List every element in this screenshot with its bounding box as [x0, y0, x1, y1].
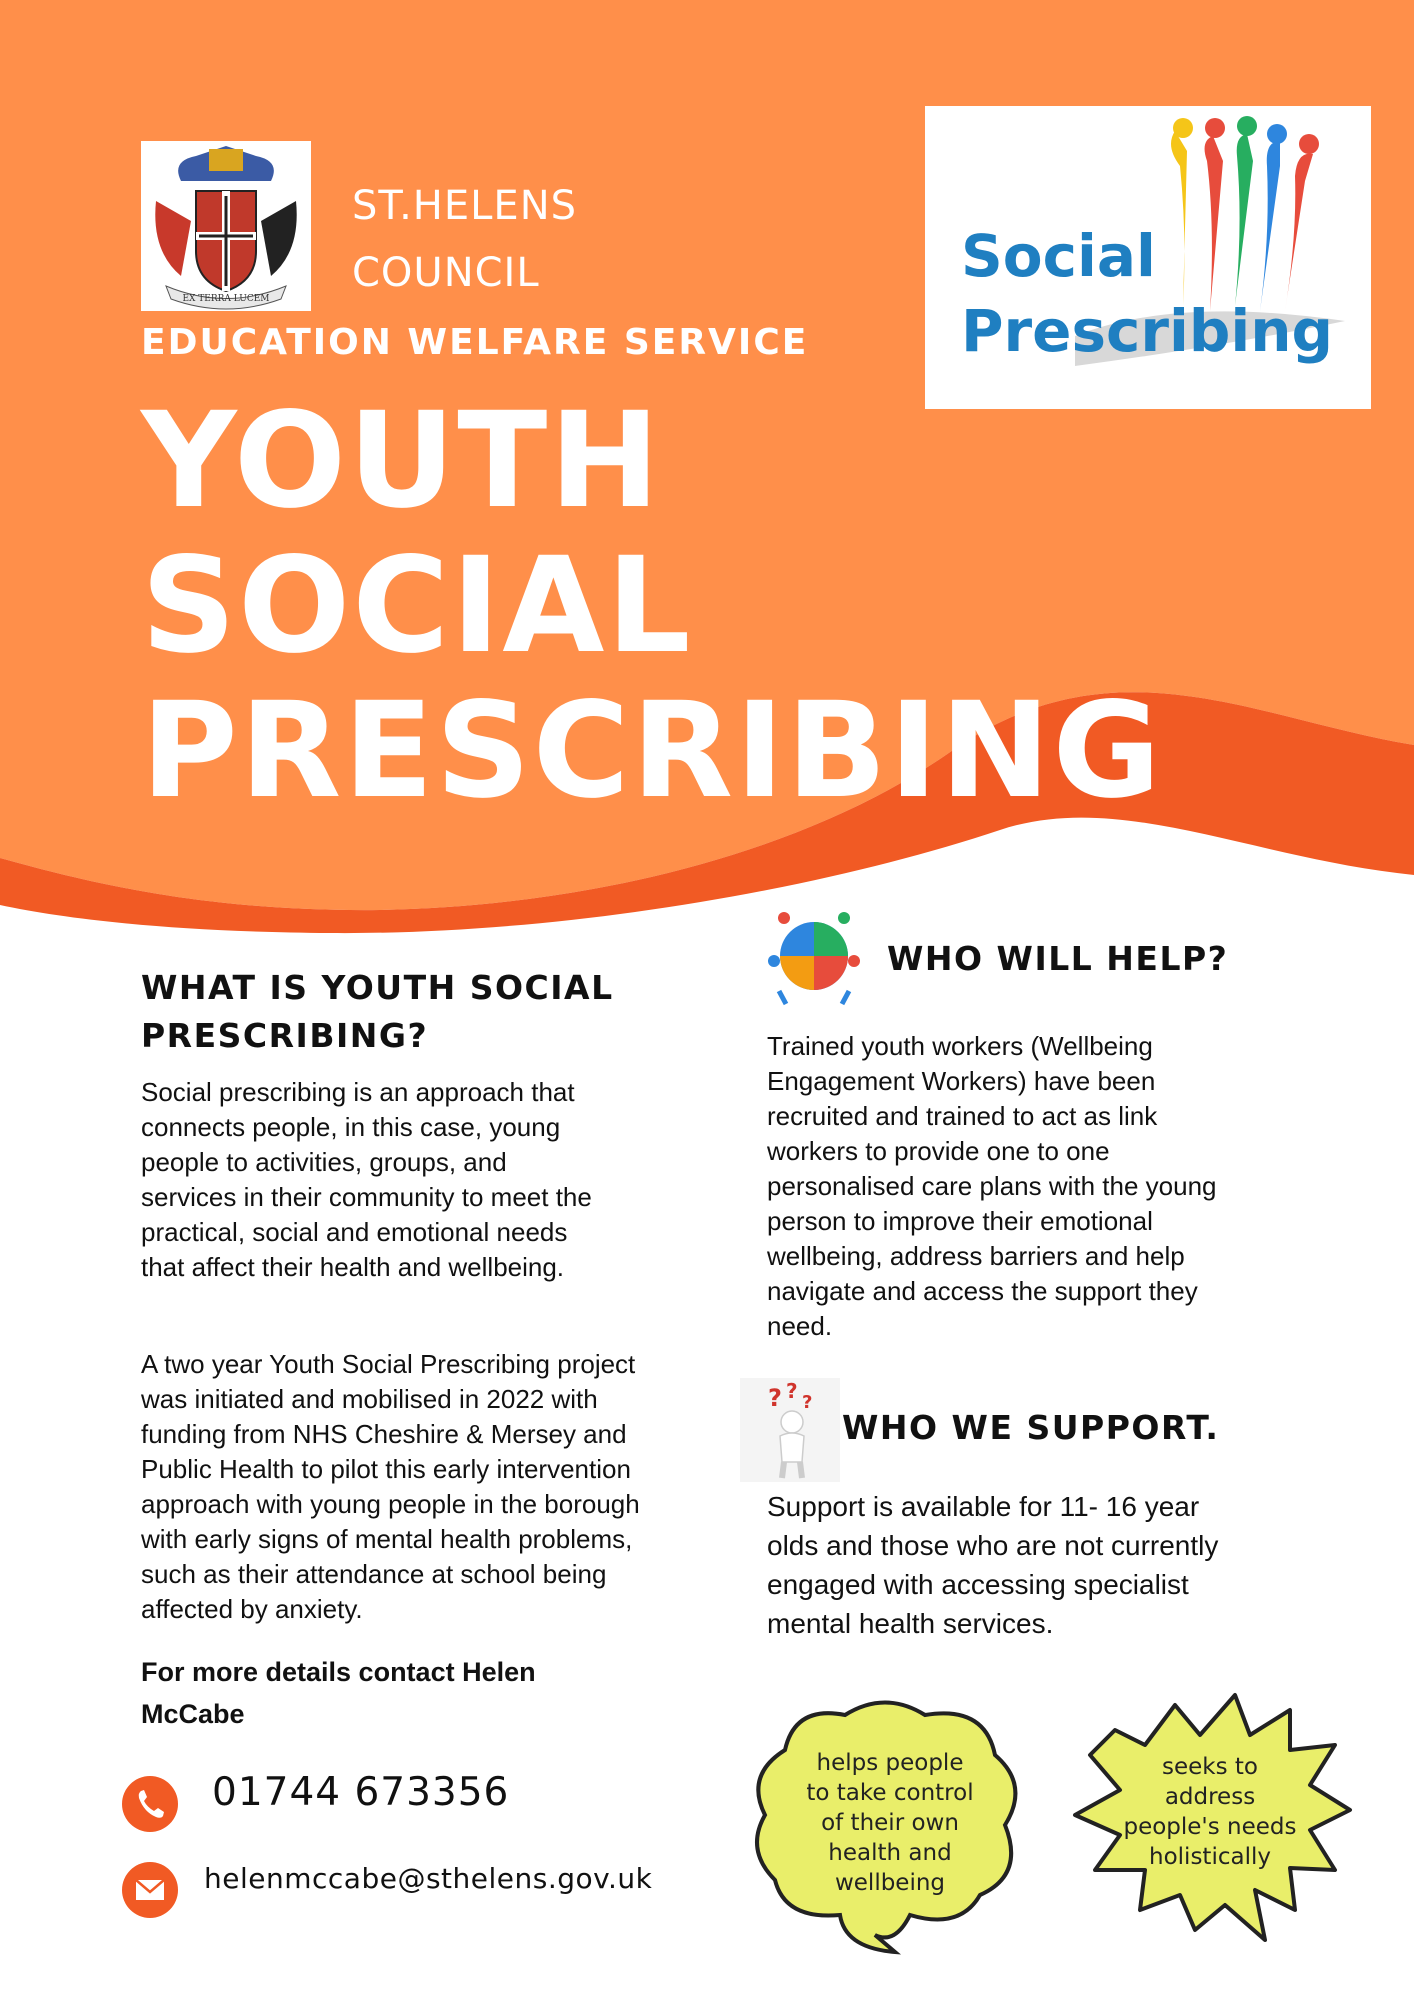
text-line: Social prescribing is an approach that — [141, 1077, 575, 1107]
email-address[interactable]: helenmccabe@sthelens.gov.uk — [204, 1862, 653, 1895]
text-line: navigate and access the support they — [767, 1276, 1198, 1306]
text-line: wellbeing, address barriers and help — [767, 1241, 1185, 1271]
speech-bubble-right — [1065, 1690, 1355, 1960]
text-line: mental health services. — [767, 1608, 1054, 1639]
what-paragraph-1 — [141, 1075, 592, 1285]
phone-number[interactable]: 01744 673356 — [212, 1770, 510, 1815]
text-line: Public Health to pilot this early intervention — [141, 1454, 631, 1484]
council-name-line2: COUNCIL — [352, 250, 540, 296]
bubble-line: people's needs — [1123, 1814, 1297, 1840]
text-line: A two year Youth Social Prescribing project — [141, 1349, 636, 1379]
crest-motto: EX TERRA LUCEM — [182, 294, 270, 304]
title-line-1: YOUTH — [141, 384, 662, 538]
bubble-line: wellbeing — [834, 1870, 946, 1896]
what-heading-line1: WHAT IS YOUTH SOCIAL — [141, 968, 614, 1007]
who-support-heading: WHO WE SUPPORT. — [842, 1408, 1220, 1447]
svg-text:?: ? — [768, 1384, 782, 1412]
council-crest-logo — [141, 141, 311, 311]
what-heading-line2: PRESCRIBING? — [141, 1016, 429, 1055]
bubble-line: health and — [828, 1840, 952, 1866]
text-line: recruited and trained to act as link — [767, 1101, 1158, 1131]
text-line: services in their community to meet the — [141, 1182, 592, 1212]
speech-bubble-left — [745, 1690, 1035, 1960]
svg-text:?: ? — [802, 1392, 813, 1413]
bubble-line: to take control — [806, 1780, 974, 1806]
text-line: connects people, in this case, young — [141, 1112, 561, 1142]
svg-text:?: ? — [786, 1379, 798, 1403]
council-name-line1: ST.HELENS — [352, 183, 578, 229]
text-line: funding from NHS Cheshire & Mersey and — [141, 1419, 627, 1449]
question-person-icon — [740, 1378, 840, 1482]
title-line-2: SOCIAL — [141, 529, 693, 683]
who-help-heading: WHO WILL HELP? — [887, 939, 1229, 978]
text-line: with early signs of mental health problems, — [141, 1524, 633, 1554]
bubble-line: seeks to — [1162, 1754, 1258, 1780]
social-prescribing-logo — [925, 106, 1371, 409]
bubble-line: holistically — [1149, 1844, 1271, 1870]
contact-note-line1: For more details contact Helen — [141, 1657, 536, 1687]
envelope-icon[interactable] — [122, 1862, 178, 1918]
text-line: person to improve their emotional — [767, 1206, 1153, 1236]
contact-note-line2: McCabe — [141, 1699, 245, 1729]
who-support-paragraph — [767, 1487, 1218, 1643]
text-line: personalised care plans with the young — [767, 1171, 1217, 1201]
text-line: workers to provide one to one — [767, 1136, 1110, 1166]
text-line: that affect their health and wellbeing. — [141, 1252, 565, 1282]
service-name: EDUCATION WELFARE SERVICE — [141, 322, 809, 363]
who-help-paragraph — [767, 1029, 1217, 1344]
text-line: practical, social and emotional needs — [141, 1217, 568, 1247]
what-paragraph-2 — [141, 1347, 640, 1627]
text-line: was initiated and mobilised in 2022 with — [141, 1384, 598, 1414]
bubble-line: helps people — [816, 1750, 964, 1776]
puzzle-team-icon — [764, 906, 864, 1006]
text-line: need. — [767, 1311, 833, 1341]
phone-icon[interactable] — [122, 1776, 178, 1832]
logo-word-social: Social — [961, 222, 1156, 290]
text-line: people to activities, groups, and — [141, 1147, 507, 1177]
text-line: affected by anxiety. — [141, 1594, 363, 1624]
bubble-line: of their own — [821, 1810, 959, 1836]
bubble-line: address — [1164, 1784, 1256, 1810]
text-line: Support is available for 11- 16 year — [767, 1491, 1200, 1522]
text-line: Trained youth workers (Wellbeing — [767, 1031, 1153, 1061]
logo-word-prescribing: Prescribing — [961, 297, 1334, 365]
text-line: Engagement Workers) have been — [767, 1066, 1156, 1096]
title-line-3: PRESCRIBING — [141, 674, 1163, 828]
contact-note — [141, 1651, 536, 1735]
text-line: olds and those who are not currently — [767, 1530, 1219, 1561]
text-line: such as their attendance at school being — [141, 1559, 607, 1589]
text-line: engaged with accessing specialist — [767, 1569, 1189, 1600]
text-line: approach with young people in the borough — [141, 1489, 640, 1519]
